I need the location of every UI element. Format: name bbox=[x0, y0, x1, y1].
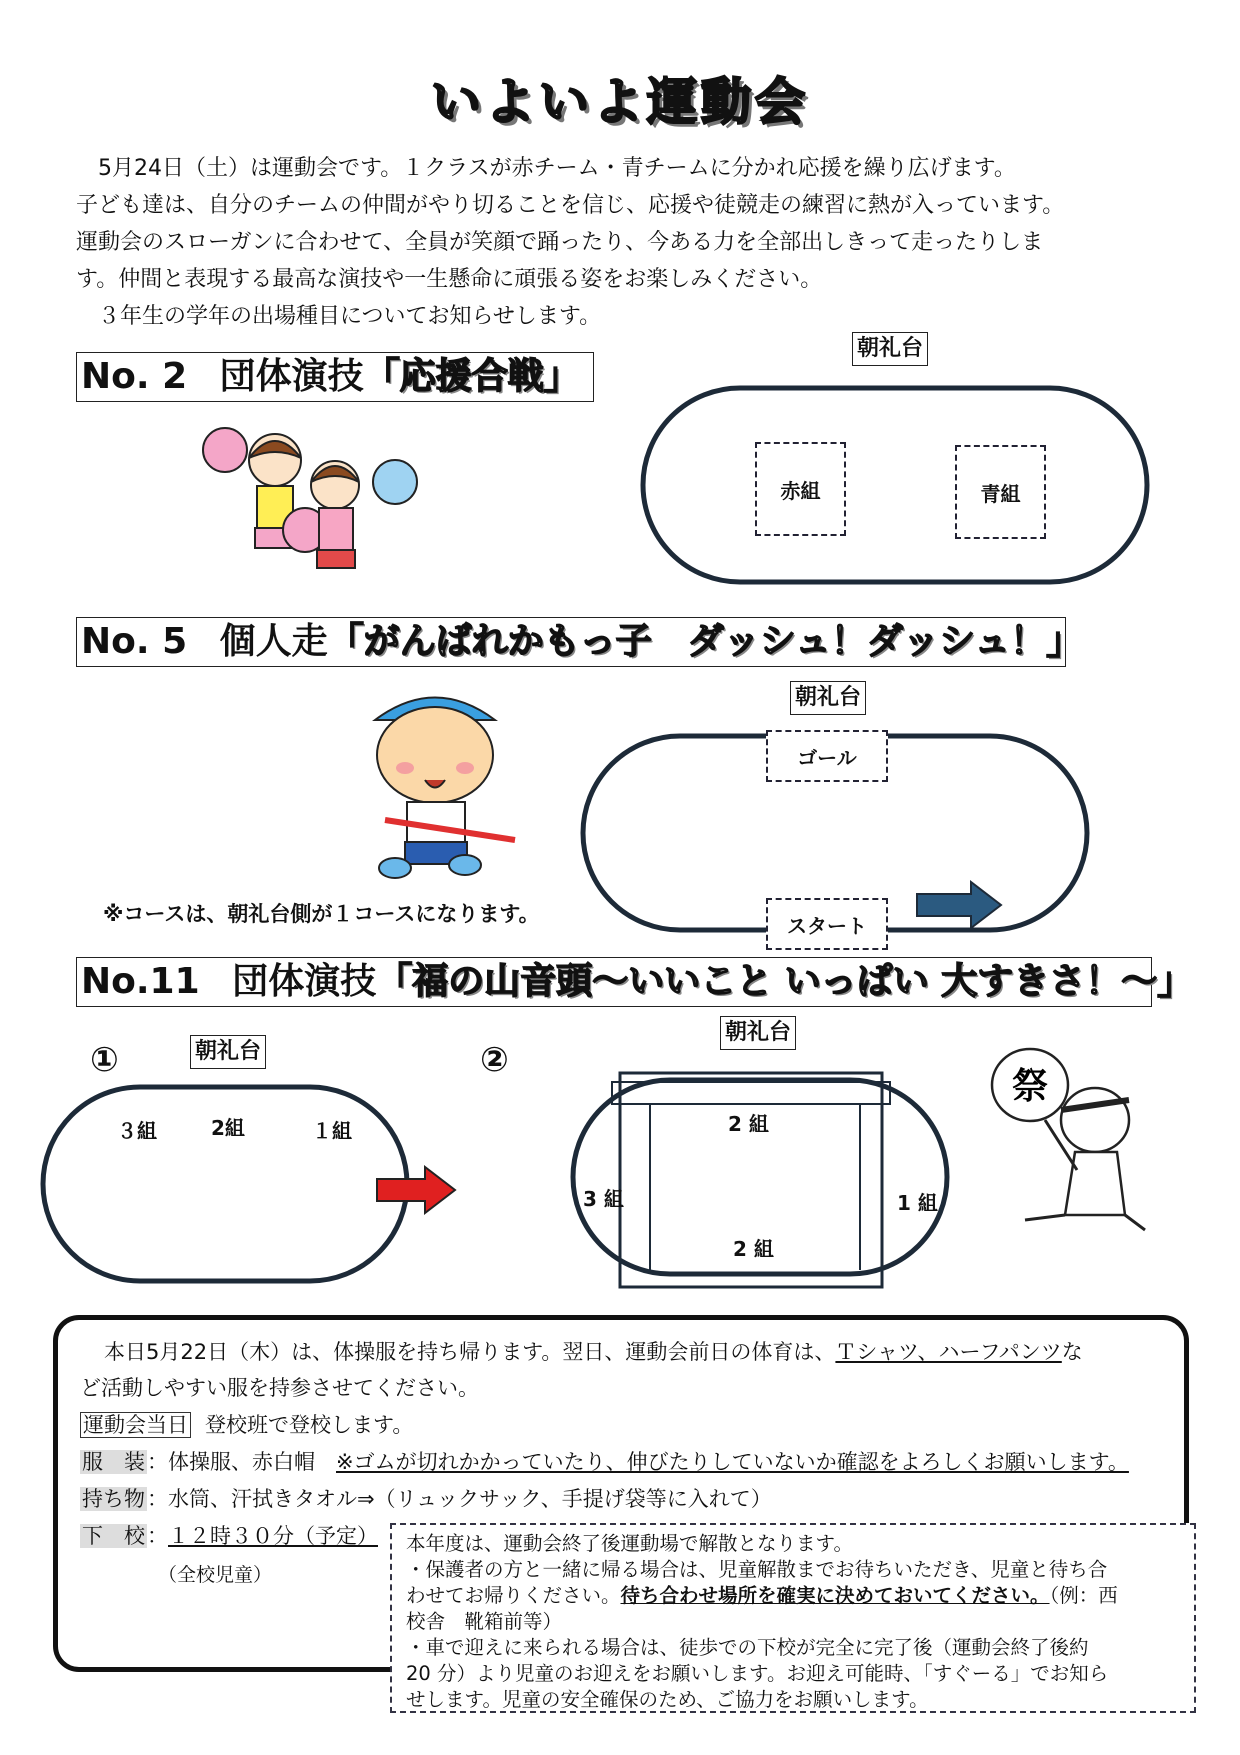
red-team-area bbox=[755, 442, 846, 536]
info-day-line bbox=[80, 1409, 413, 1439]
course-note: ※コースは、朝礼台側が１コースになります。 bbox=[103, 902, 540, 926]
formation-number-2: ② bbox=[480, 1040, 509, 1080]
festival-boy-illustration bbox=[985, 1040, 1160, 1240]
info-line-1 bbox=[104, 1336, 1083, 1366]
group-bottom-label: 2 組 bbox=[733, 1237, 774, 1261]
red-team-label: 赤組 bbox=[780, 478, 821, 503]
dismissal-line-7: せします。児童の安全確保のため、ご協力をお願いします。 bbox=[406, 1688, 929, 1711]
bring-label: 持ち物 bbox=[82, 1487, 145, 1511]
start-box bbox=[766, 898, 888, 950]
dismissal-line-1: 本年度は、運動会終了後運動場で解散となります。 bbox=[406, 1532, 853, 1555]
track-diagram bbox=[640, 385, 1150, 585]
dress-label: 服 装 bbox=[82, 1450, 145, 1474]
blue-team-label: 青組 bbox=[980, 481, 1021, 506]
intro-text bbox=[76, 150, 1176, 335]
dismissal-line-3a: わせてお帰りください。 bbox=[406, 1584, 621, 1607]
page-title: いよいよ運動会 bbox=[431, 73, 809, 131]
section-kind: 団体演技 bbox=[232, 961, 377, 1002]
section-number: No. 5 bbox=[81, 621, 188, 662]
dismissal-line-6: 20 分）より児童のお迎えをお願いします。お迎え可能時、「すぐーる」でお知ら bbox=[406, 1662, 1109, 1685]
intro-line-4: す。仲間と表現する最高な演技や一生懸命に頑張る姿をお楽しみください。 bbox=[76, 267, 823, 292]
info-clothes: Ｔシャツ、ハーフパンツ bbox=[835, 1340, 1062, 1364]
group-right-label: 1 組 bbox=[897, 1191, 938, 1215]
intro-line-1: 5月24日（土）は運動会です。１クラスが赤チーム・青チームに分かれ応援を繰り広げます。 bbox=[98, 156, 1016, 181]
dismiss-time: １２時３０分（予定） bbox=[168, 1524, 378, 1548]
day-text: 登校班で登校します。 bbox=[205, 1413, 414, 1437]
formation-number-1: ① bbox=[90, 1040, 119, 1080]
dismissal-line-2: ・保護者の方と一緒に帰る場合は、児童解散までお待ちいただき、児童と待ち合 bbox=[406, 1558, 1108, 1581]
section-event-name: 「福の山音頭～いいこと いっぱい 大すきさ！～」 bbox=[376, 961, 1194, 1002]
goal-label: ゴール bbox=[797, 745, 857, 770]
dismissal-note-box bbox=[390, 1523, 1196, 1713]
cheerleader-girls-illustration bbox=[195, 410, 425, 590]
dismiss-label: 下 校 bbox=[82, 1524, 145, 1548]
section-event-name: 「応援合戦」 bbox=[363, 356, 580, 397]
info-dismiss-line bbox=[80, 1520, 378, 1550]
arrow-right-icon bbox=[915, 880, 1005, 930]
intro-line-3: 運動会のスローガンに合わせて、全員が笑顔で踊ったり、今ある力を全部出しきって走ったりしま bbox=[76, 230, 1044, 255]
day-label: 運動会当日 bbox=[80, 1412, 191, 1438]
section-number: No. 2 bbox=[81, 356, 188, 397]
intro-line-5: ３年生の学年の出場種目についてお知らせします。 bbox=[98, 304, 602, 329]
section-heading-no11 bbox=[76, 957, 1194, 1007]
running-boy-illustration bbox=[345, 680, 545, 895]
dismissal-line-4: 校舎 靴箱前等） bbox=[406, 1610, 563, 1633]
podium-label: 朝礼台 bbox=[720, 1016, 796, 1050]
goal-box bbox=[766, 730, 888, 782]
group-1-label: １組 bbox=[312, 1119, 352, 1143]
section-kind: 団体演技 bbox=[219, 356, 364, 397]
dress-note: ※ゴムが切れかかっていたり、伸びたりしていないか確認をよろしくお願いします。 bbox=[336, 1450, 1129, 1474]
info-bring-line bbox=[80, 1483, 772, 1513]
podium-label: 朝礼台 bbox=[790, 681, 866, 715]
group-left-label: 3 組 bbox=[583, 1187, 624, 1211]
section-heading-no2 bbox=[76, 352, 594, 402]
section-number: No.11 bbox=[81, 961, 200, 1002]
info-line-1-text: 本日5月22日（木）は、体操服を持ち帰ります。翌日、運動会前日の体育は、 bbox=[104, 1340, 836, 1364]
info-line-2: ど活動しやすい服を持参させてください。 bbox=[80, 1376, 479, 1400]
info-line-1-end: な bbox=[1061, 1340, 1083, 1364]
intro-line-2: 子ども達は、自分のチームの仲間がやり切ることを信じ、応援や徒競走の練習に熱が入っています。 bbox=[76, 193, 1065, 218]
section-heading-no5 bbox=[76, 617, 1083, 667]
podium-label: 朝礼台 bbox=[852, 332, 928, 366]
info-dress-line bbox=[80, 1446, 1129, 1476]
dress-text: ：体操服、赤白帽 bbox=[147, 1450, 336, 1474]
start-label: スタート bbox=[787, 913, 867, 938]
dismiss-colon: ： bbox=[147, 1524, 168, 1548]
bring-text: ：水筒、汗拭きタオル⇒（リュックサック、手提げ袋等に入れて） bbox=[147, 1487, 772, 1511]
group-3-label: ３組 bbox=[117, 1119, 157, 1143]
dismissal-line-5: ・車で迎えに来られる場合は、徒歩での下校が完全に完了後（運動会終了後約 bbox=[406, 1636, 1089, 1659]
dismissal-line-3c: （例：西 bbox=[1049, 1584, 1118, 1607]
all-students-note: （全校児童） bbox=[158, 1564, 273, 1586]
dismissal-line-3 bbox=[406, 1583, 1180, 1609]
arrow-right-icon bbox=[375, 1165, 459, 1215]
section-kind: 個人走 bbox=[219, 621, 328, 662]
blue-team-area bbox=[955, 445, 1046, 539]
group-2-label: 2組 bbox=[211, 1116, 245, 1140]
group-top-label: 2 組 bbox=[728, 1112, 769, 1136]
section-event-name: 「がんばれかもっ子 ダッシュ！ダッシュ！」 bbox=[327, 621, 1083, 662]
meeting-place-note: 待ち合わせ場所を確実に決めておいてください。 bbox=[620, 1584, 1050, 1607]
podium-label: 朝礼台 bbox=[190, 1035, 266, 1069]
fan-character: 祭 bbox=[1011, 1066, 1049, 1107]
